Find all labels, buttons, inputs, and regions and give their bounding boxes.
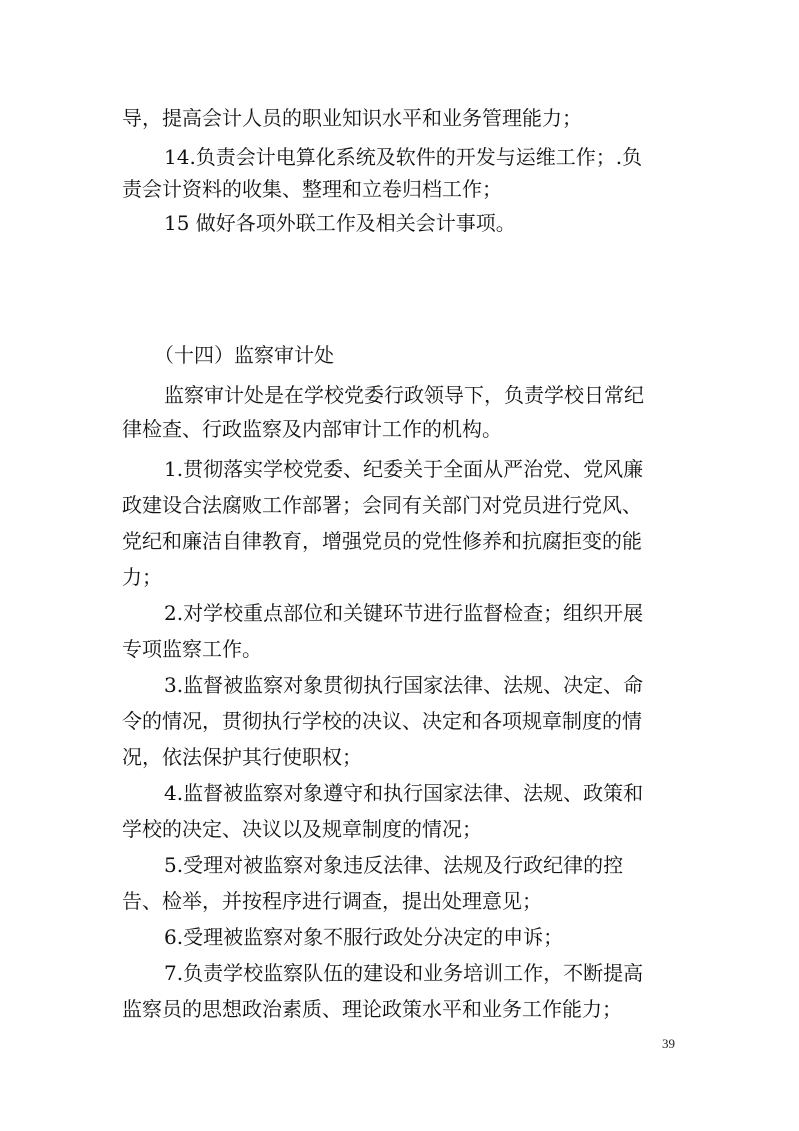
text-line [0, 776, 799, 810]
list-item-14-continuation: 责会计资料的收集、整理和立卷归档工作； [122, 177, 502, 201]
list-item-6: 6.受理被监察对象不服行政处分决定的申诉； [164, 925, 564, 949]
list-item-3: 3.监督被监察对象贯彻执行国家法律、法规、决定、命 [164, 673, 644, 697]
list-item-7: 7.负责学校监察队伍的建设和业务培训工作，不断提高 [164, 961, 644, 985]
text-line [0, 812, 799, 846]
section-heading: （十四）监察审计处 [154, 343, 334, 367]
text-line [0, 206, 799, 240]
text-line [0, 452, 799, 486]
text-line [0, 172, 799, 206]
paragraph-text: 导，提高会计人员的职业知识水平和业务管理能力； [122, 106, 582, 130]
text-line [0, 488, 799, 522]
section-heading-line [0, 338, 799, 372]
list-item-1: 1.贯彻落实学校党委、纪委关于全面从严治党、党风廉 [164, 457, 644, 481]
list-item-2-continuation: 专项监察工作。 [122, 637, 262, 661]
list-item-14: 14.负责会计电算化系统及软件的开发与运维工作；.负 [164, 145, 643, 169]
text-line [0, 848, 799, 882]
section-intro-continuation: 律检查、行政监察及内部审计工作的机构。 [122, 417, 502, 441]
list-item-2: 2.对学校重点部位和关键环节进行监督检查；组织开展 [164, 601, 644, 625]
text-line [0, 884, 799, 918]
list-item-1-continuation: 政建设合法腐败工作部署；会同有关部门对党员进行党风、 [122, 493, 642, 517]
list-item-1-continuation: 党纪和廉洁自律教育，增强党员的党性修养和抗腐拒变的能 [122, 529, 642, 553]
text-line [0, 992, 799, 1026]
text-line [0, 101, 799, 135]
text-line [0, 560, 799, 594]
list-item-4: 4.监督被监察对象遵守和执行国家法律、法规、政策和 [164, 781, 644, 805]
list-item-1-continuation: 力； [122, 565, 162, 589]
text-line [0, 956, 799, 990]
list-item-15: 15 做好各项外联工作及相关会计事项。 [164, 211, 516, 235]
section-intro: 监察审计处是在学校党委行政领导下，负责学校日常纪 [164, 383, 644, 407]
text-line [0, 412, 799, 446]
page-number: 39 [662, 1036, 675, 1051]
text-line [0, 704, 799, 738]
text-line [0, 596, 799, 630]
list-item-5: 5.受理对被监察对象违反法律、法规及行政纪律的控 [164, 853, 624, 877]
list-item-7-continuation: 监察员的思想政治素质、理论政策水平和业务工作能力； [122, 997, 622, 1021]
text-line [0, 140, 799, 174]
text-line [0, 524, 799, 558]
text-line [0, 740, 799, 774]
list-item-5-continuation: 告、检举，并按程序进行调查，提出处理意见； [122, 889, 542, 913]
text-line [0, 920, 799, 954]
text-line [0, 668, 799, 702]
list-item-4-continuation: 学校的决定、决议以及规章制度的情况； [122, 817, 482, 841]
list-item-3-continuation: 况，依法保护其行使职权； [122, 745, 362, 769]
list-item-3-continuation: 令的情况，贯彻执行学校的决议、决定和各项规章制度的情 [122, 709, 642, 733]
text-line [0, 632, 799, 666]
text-line [0, 378, 799, 412]
